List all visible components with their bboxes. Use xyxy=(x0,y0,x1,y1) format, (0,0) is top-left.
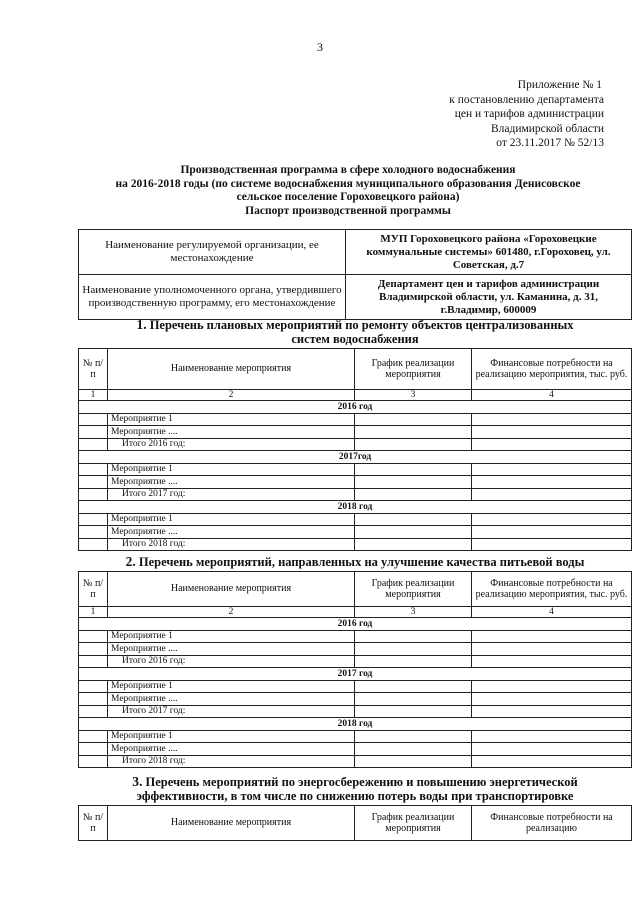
section-title-line xyxy=(78,775,632,789)
page-number: 3 xyxy=(317,40,323,54)
total-label: Итого 2016 год: xyxy=(108,438,355,451)
section-title: Перечень плановых мероприятий по ремонту объектов централизованных xyxy=(149,318,574,332)
item-name: Мероприятие .... xyxy=(108,476,355,489)
section-title: Перечень мероприятий, направленных на улучшение качества питьевой воды xyxy=(138,555,585,569)
table-row xyxy=(79,680,632,693)
item-name: Мероприятие 1 xyxy=(108,463,355,476)
col-number: 3 xyxy=(355,390,472,401)
table-row xyxy=(79,463,632,476)
header-finance: Финансовые потребности на реализацию мероприятия, тыс. руб. xyxy=(472,572,632,607)
item-name: Мероприятие .... xyxy=(108,426,355,439)
passport-label: Наименование регулируемой организации, ее местонахождение xyxy=(79,230,346,275)
year-row xyxy=(79,668,632,681)
col-number: 1 xyxy=(79,607,108,618)
year-row xyxy=(79,501,632,514)
section-title-line xyxy=(78,318,632,332)
item-name: Мероприятие 1 xyxy=(108,730,355,743)
header-finance: Финансовые потребности на реализацию мероприятия, тыс. руб. xyxy=(472,349,632,390)
header-schedule: График реализации мероприятия xyxy=(355,349,472,390)
header-no: № п/п xyxy=(79,572,108,607)
table-header-row xyxy=(79,572,632,607)
col-number: 1 xyxy=(79,390,108,401)
header-finance: Финансовые потребности на реализацию xyxy=(472,806,632,841)
passport-row xyxy=(79,230,632,275)
header-schedule: График реализации мероприятия xyxy=(355,806,472,841)
total-row xyxy=(79,538,632,551)
section2-heading xyxy=(78,555,632,569)
total-label: Итого 2017 год: xyxy=(108,705,355,718)
table-row xyxy=(79,643,632,656)
section-number: 2. xyxy=(125,554,136,569)
section3-table xyxy=(78,805,632,841)
total-row xyxy=(79,438,632,451)
col-number: 2 xyxy=(108,607,355,618)
section-title-line xyxy=(78,555,632,569)
total-label: Итого 2018 год: xyxy=(108,538,355,551)
section-title: Перечень мероприятий по энергосбережению и повышению энергетической xyxy=(145,775,578,789)
appendix-line: Приложение № 1 xyxy=(517,79,602,91)
item-name: Мероприятие 1 xyxy=(108,513,355,526)
section2-table xyxy=(78,571,632,768)
year-row xyxy=(79,451,632,464)
table-row xyxy=(79,426,632,439)
col-number: 3 xyxy=(355,607,472,618)
header-name: Наименование мероприятия xyxy=(108,572,355,607)
section-number: 1. xyxy=(136,317,147,332)
item-name: Мероприятие 1 xyxy=(108,680,355,693)
item-name: Мероприятие .... xyxy=(108,693,355,706)
section1-table xyxy=(78,348,632,551)
passport-label: Наименование уполномоченного органа, утвердившего производственную программу, его местонахождение xyxy=(79,275,346,320)
item-name: Мероприятие .... xyxy=(108,643,355,656)
title-line: на 2016-2018 годы (по системе водоснабжения муниципального образования Денисовское xyxy=(115,177,581,190)
table-row xyxy=(79,730,632,743)
item-name: Мероприятие 1 xyxy=(108,413,355,426)
section1-heading xyxy=(78,318,632,346)
total-row xyxy=(79,755,632,768)
passport-value: МУП Гороховецкого района «Гороховецкие коммунальные системы» 601480, г.Гороховец, ул. Советская, д.7 xyxy=(346,230,632,275)
section-number: 3. xyxy=(132,774,143,789)
passport-value: Департамент цен и тарифов администрации Владимирской области, ул. Каманина, д. 31, г.Владимир, 600009 xyxy=(346,275,632,320)
year-label: 2016 год xyxy=(79,618,632,631)
year-label: 2018 год xyxy=(79,718,632,731)
header-schedule: График реализации мероприятия xyxy=(355,572,472,607)
document-title xyxy=(78,164,618,218)
title-line: сельское поселение Гороховецкого района) xyxy=(236,191,460,203)
item-name: Мероприятие .... xyxy=(108,743,355,756)
appendix-line: цен и тарифов администрации xyxy=(454,108,604,120)
header-name: Наименование мероприятия xyxy=(108,806,355,841)
header-no: № п/п xyxy=(79,349,108,390)
year-row xyxy=(79,618,632,631)
year-row xyxy=(79,401,632,414)
total-row xyxy=(79,488,632,501)
year-label: 2017год xyxy=(79,451,632,464)
table-row xyxy=(79,526,632,539)
table-row xyxy=(79,476,632,489)
total-label: Итого 2016 год: xyxy=(108,655,355,668)
table-number-row xyxy=(79,390,632,401)
col-number: 4 xyxy=(472,390,632,401)
section-title-line: эффективности, в том числе по снижению потерь воды при транспортировке xyxy=(136,789,574,803)
table-header-row xyxy=(79,349,632,390)
header-name: Наименование мероприятия xyxy=(108,349,355,390)
section-title-line: систем водоснабжения xyxy=(291,332,419,346)
appendix-line: к постановлению департамента xyxy=(449,93,604,106)
passport-table xyxy=(78,229,632,320)
table-header-row xyxy=(79,806,632,841)
appendix-line: Владимирской области xyxy=(490,122,604,135)
year-row xyxy=(79,718,632,731)
table-number-row xyxy=(79,607,632,618)
table-row xyxy=(79,630,632,643)
section3-heading xyxy=(78,775,632,803)
item-name: Мероприятие .... xyxy=(108,526,355,539)
appendix-block xyxy=(449,78,604,151)
item-name: Мероприятие 1 xyxy=(108,630,355,643)
title-line: Производственная программа в сфере холодного водоснабжения xyxy=(180,164,516,176)
col-number: 4 xyxy=(472,607,632,618)
appendix-line: от 23.11.2017 № 52/13 xyxy=(496,137,604,149)
table-row xyxy=(79,413,632,426)
year-label: 2016 год xyxy=(79,401,632,414)
total-label: Итого 2018 год: xyxy=(108,755,355,768)
total-row xyxy=(79,705,632,718)
passport-row xyxy=(79,275,632,320)
table-row xyxy=(79,513,632,526)
year-label: 2018 год xyxy=(79,501,632,514)
col-number: 2 xyxy=(108,390,355,401)
total-label: Итого 2017 год: xyxy=(108,488,355,501)
title-line: Паспорт производственной программы xyxy=(245,204,451,217)
table-row xyxy=(79,743,632,756)
year-label: 2017 год xyxy=(79,668,632,681)
header-no: № п/п xyxy=(79,806,108,841)
total-row xyxy=(79,655,632,668)
table-row xyxy=(79,693,632,706)
